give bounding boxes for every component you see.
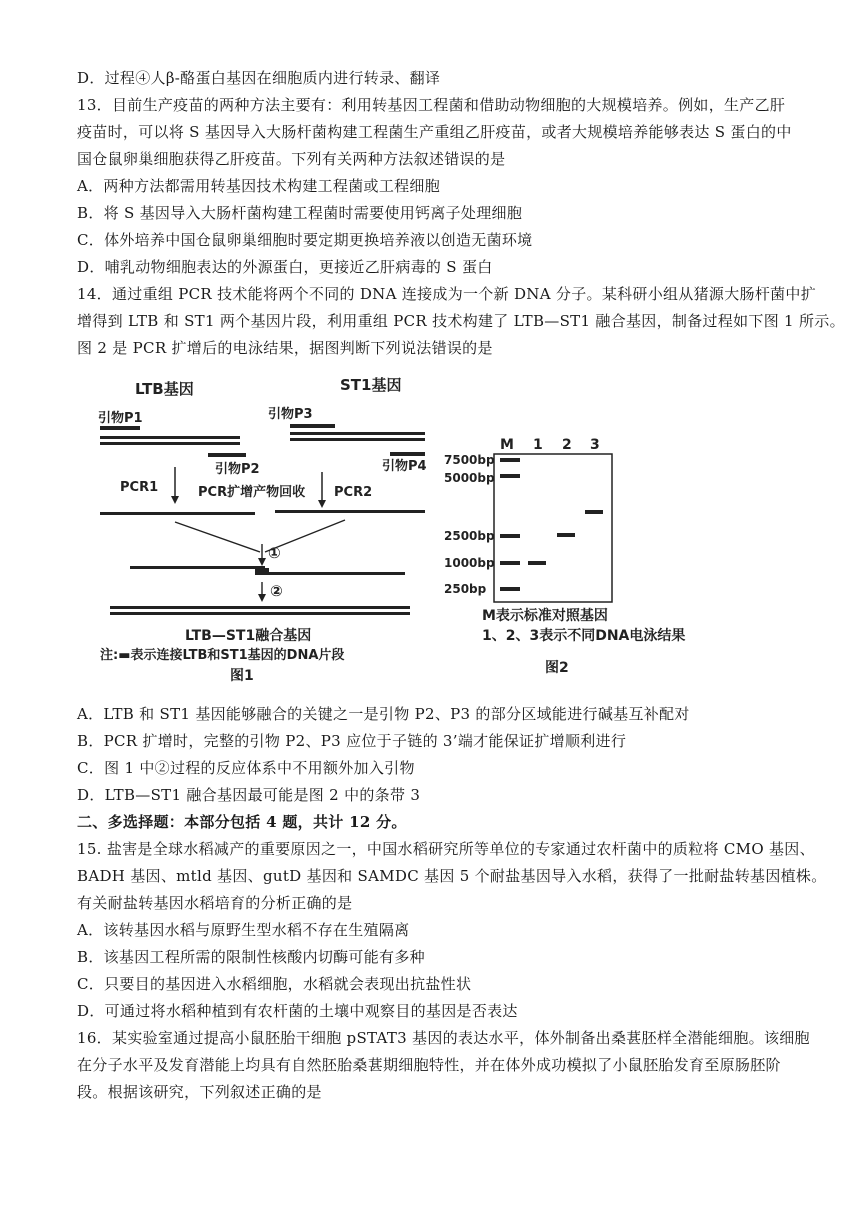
m-band-7500 (500, 458, 520, 462)
primer-p4-bar (390, 452, 425, 456)
primer-p2-label: 引物P2 (215, 462, 260, 477)
figure-1-caption: 图1 (230, 668, 254, 684)
lane-3-label: 3 (590, 437, 600, 453)
fusion-strand-top (110, 606, 410, 609)
q13-option-c: C．体外培养中国仓鼠卵巢细胞时要定期更换培养液以创造无菌环境 (77, 231, 533, 249)
section-heading-multiple-choice: 二、多选择题：本部分包括 4 题，共计 12 分。 (77, 813, 407, 831)
q15-option-d: D．可通过将水稻种植到有农杆菌的土壤中观察目的基因是否表达 (77, 1002, 518, 1020)
primer-p1-bar (100, 426, 140, 430)
lane-1-band (528, 561, 546, 565)
figure-1-recombinant-pcr (90, 372, 430, 690)
q16-stem-line-1: 16．某实验室通过提高小鼠胚胎干细胞 pSTAT3 基因的表达水平，体外制备出桑葚胚样全潜能细胞。该细胞 (77, 1029, 810, 1047)
q14-option-a: A．LTB 和 ST1 基因能够融合的关键之一是引物 P2、P3 的部分区域能进行碱基互补配对 (77, 705, 690, 723)
pcr1-label: PCR1 (120, 480, 159, 495)
q15-option-c: C．只要目的基因进入水稻细胞，水稻就会表现出抗盐性状 (77, 975, 472, 993)
marker-250-label: 250bp (444, 582, 487, 596)
pcr1-product-strand (100, 512, 255, 515)
m-band-5000 (500, 474, 520, 478)
figure-2-legend-1: M表示标准对照基因 (482, 608, 608, 624)
m-band-1000 (500, 561, 520, 565)
lane-m-label: M (500, 437, 514, 453)
q14-option-d: D．LTB—ST1 融合基因最可能是图 2 中的条带 3 (77, 786, 421, 804)
q13-stem-line-2: 疫苗时，可以将 S 基因导入大肠杆菌构建工程菌生产重组乙肝疫苗，或者大规模培养能够表达 S 蛋白的中 (77, 123, 792, 141)
q13-option-d: D．哺乳动物细胞表达的外源蛋白，更接近乙肝病毒的 S 蛋白 (77, 258, 493, 276)
q15-option-b: B．该基因工程所需的限制性核酸内切酶可能有多种 (77, 948, 425, 966)
marker-1000-label: 1000bp (444, 556, 495, 570)
step-2-label: ② (270, 582, 283, 600)
primer-p2-bar (208, 453, 246, 457)
pcr-recover-label: PCR扩增产物回收 (198, 485, 306, 500)
lane-2-band (557, 533, 575, 537)
q16-stem-line-2: 在分子水平及发育潜能上均具有自然胚胎桑葚期细胞特性，并在体外成功模拟了小鼠胚胎发育至原肠胚阶 (77, 1056, 781, 1074)
primer-p4-label: 引物P4 (382, 459, 427, 474)
q14-option-c: C．图 1 中②过程的反应体系中不用额外加入引物 (77, 759, 415, 777)
primer-p3-label: 引物P3 (268, 407, 313, 422)
q15-stem-line-2: BADH 基因、mtld 基因、gutD 基因和 SAMDC 基因 5 个耐盐基因导入水稻，获得了一批耐盐转基因植株。 (77, 867, 827, 885)
annealed-strand-right (255, 572, 405, 575)
st1-strand-top (290, 432, 425, 435)
annealed-strand-left (130, 566, 265, 569)
m-band-2500 (500, 534, 520, 538)
q16-stem-line-3: 段。根据该研究，下列叙述正确的是 (77, 1083, 322, 1101)
overlap-segment (255, 568, 269, 575)
ltb-strand-bottom (100, 442, 240, 445)
st1-gene-label: ST1基因 (340, 376, 402, 394)
q14-option-b: B．PCR 扩增时，完整的引物 P2、P3 应位于子链的 3’端才能保证扩增顺利进行 (77, 732, 627, 750)
primer-p1-label: 引物P1 (98, 411, 143, 426)
q14-stem-line-1: 14．通过重组 PCR 技术能将两个不同的 DNA 连接成为一个新 DNA 分子。某科研小组从猪源大肠杆菌中扩 (77, 285, 817, 303)
st1-strand-bottom (290, 438, 425, 441)
figure-2-electrophoresis (440, 430, 720, 680)
q15-stem-line-1: 15. 盐害是全球水稻减产的重要原因之一，中国水稻研究所等单位的专家通过农杆菌中的质粒将 CMO 基因、 (77, 840, 815, 858)
ltb-gene-label: LTB基因 (135, 380, 194, 398)
q13-option-a: A．两种方法都需用转基因技术构建工程菌或工程细胞 (77, 177, 441, 195)
pcr2-product-strand (275, 510, 425, 513)
step-1-label: ① (268, 544, 281, 562)
lane-3-band (585, 510, 603, 514)
q12-option-d: D．过程④人β-酪蛋白基因在细胞质内进行转录、翻译 (77, 69, 441, 87)
q14-stem-line-2: 增得到 LTB 和 ST1 两个基因片段，利用重组 PCR 技术构建了 LTB—ST1 融合基因，制备过程如下图 1 所示。 (77, 312, 845, 330)
marker-5000-label: 5000bp (444, 471, 495, 485)
lane-1-label: 1 (533, 437, 543, 453)
q14-stem-line-3: 图 2 是 PCR 扩增后的电泳结果，据图判断下列说法错误的是 (77, 339, 493, 357)
q13-stem-line-3: 国仓鼠卵巢细胞获得乙肝疫苗。下列有关两种方法叙述错误的是 (77, 150, 506, 168)
primer-p3-bar (290, 424, 335, 428)
m-band-250 (500, 587, 520, 591)
marker-2500-label: 2500bp (444, 529, 495, 543)
marker-7500-label: 7500bp (444, 453, 495, 467)
pcr2-label: PCR2 (334, 485, 373, 500)
q15-stem-line-3: 有关耐盐转基因水稻培育的分析正确的是 (77, 894, 353, 912)
figure-1-note: 注:▬表示连接LTB和ST1基因的DNA片段 (100, 648, 345, 663)
q13-stem-line-1: 13．目前生产疫苗的两种方法主要有：利用转基因工程菌和借助动物细胞的大规模培养。例如，生产乙肝 (77, 96, 786, 114)
figure-2-caption: 图2 (545, 660, 569, 676)
q13-option-b: B．将 S 基因导入大肠杆菌构建工程菌时需要使用钙离子处理细胞 (77, 204, 523, 222)
fusion-strand-bottom (110, 612, 410, 615)
ltb-strand-top (100, 436, 240, 439)
q15-option-a: A．该转基因水稻与原野生型水稻不存在生殖隔离 (77, 921, 410, 939)
figure-2-legend-2: 1、2、3表示不同DNA电泳结果 (482, 628, 686, 644)
lane-2-label: 2 (562, 437, 572, 453)
fusion-gene-label: LTB—ST1融合基因 (185, 628, 312, 644)
